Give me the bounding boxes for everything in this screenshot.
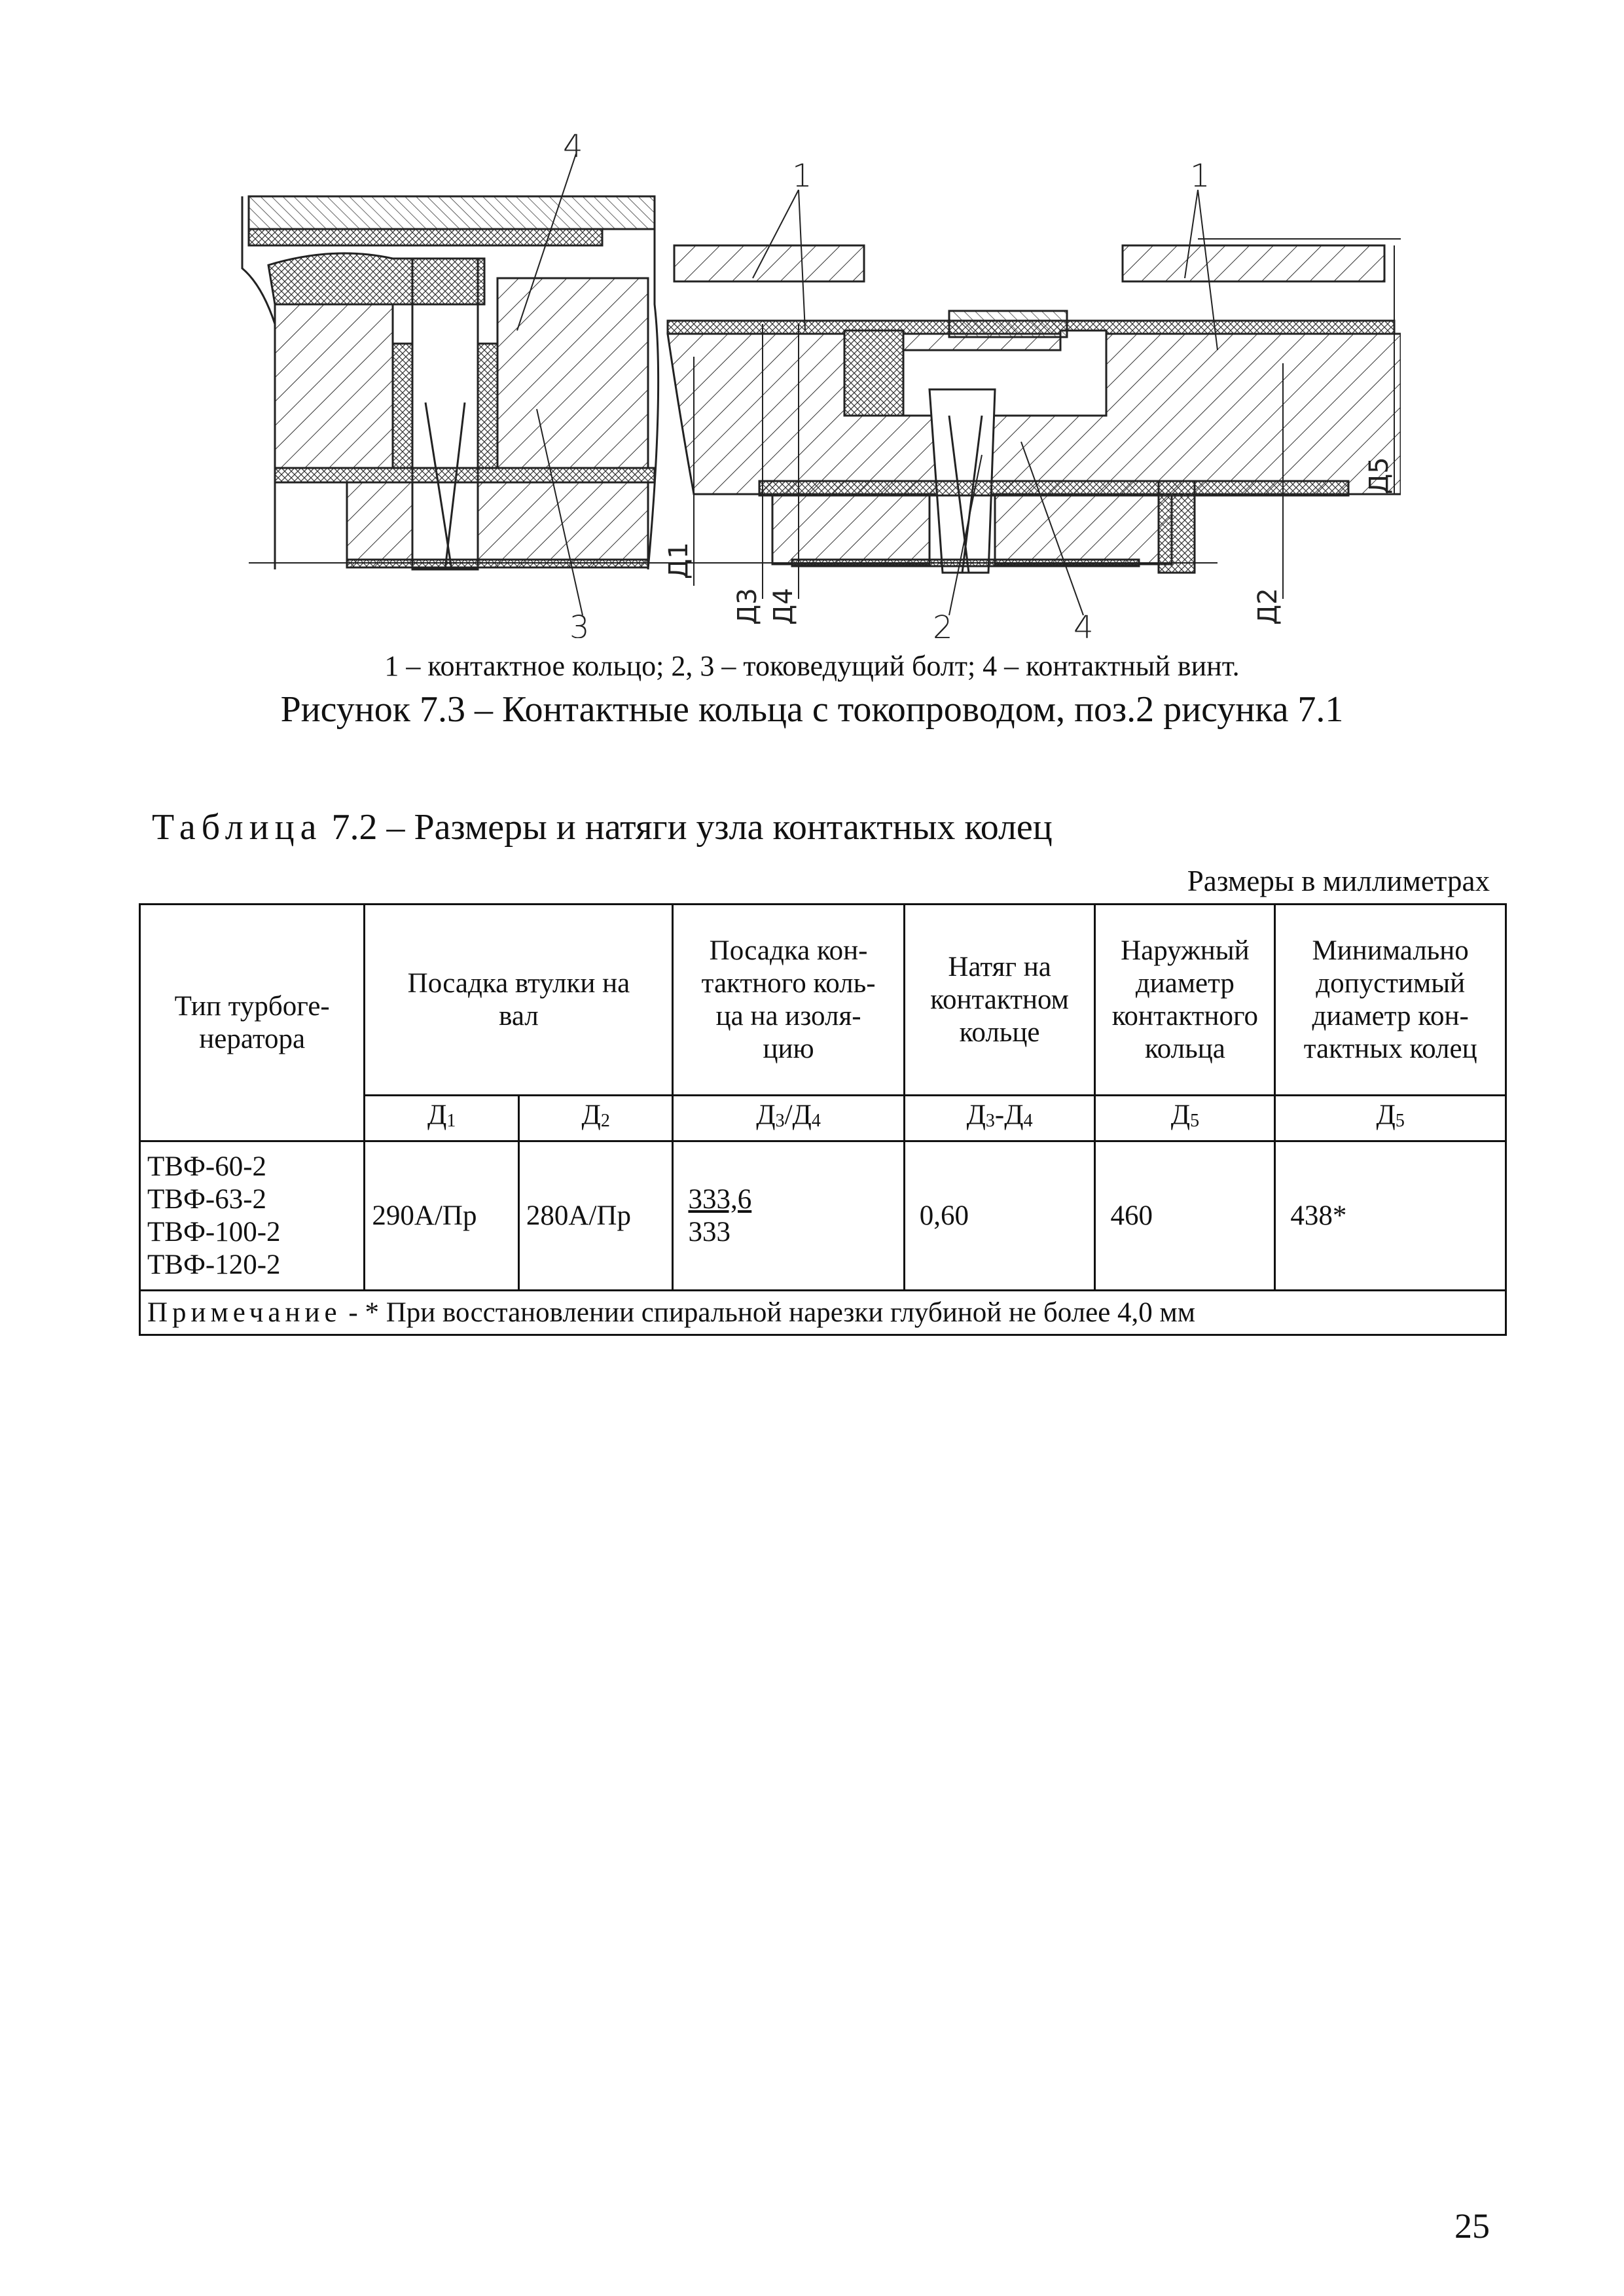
subheader-d2: Д2 xyxy=(518,1096,673,1141)
cell-d3-d4: 333,6 333 xyxy=(673,1141,904,1291)
cell-d2: 280А/Пр xyxy=(518,1141,673,1291)
callout-4-right: 4 xyxy=(1074,609,1094,638)
header-sleeve-fit: Посадка втулки на вал xyxy=(365,905,673,1096)
header-ring-fit: Посадка кон- тактного коль- ца на изоля- цию xyxy=(673,905,904,1096)
header-min-diameter: Минимально допустимый диаметр кон- тактных колец xyxy=(1275,905,1506,1096)
cell-types: ТВФ-60-2 ТВФ-63-2 ТВФ-100-2 ТВФ-120-2 xyxy=(140,1141,365,1291)
callout-2: 2 xyxy=(933,609,953,638)
subheader-d5-min: Д5 xyxy=(1275,1096,1506,1141)
table-header-row xyxy=(140,905,1506,1096)
cell-interference: 0,60 xyxy=(904,1141,1095,1291)
callout-3: 3 xyxy=(569,609,590,638)
subheader-d3-minus-d4: Д3-Д4 xyxy=(904,1096,1095,1141)
dim-d1: Д1 xyxy=(664,542,694,579)
figure-legend: 1 – контактное кольцо; 2, 3 – токоведущий болт; 4 – контактный винт. xyxy=(384,650,1240,682)
page-number: 25 xyxy=(1454,2206,1490,2246)
table-note-row xyxy=(140,1291,1506,1335)
contact-rings-drawing xyxy=(236,128,1401,638)
subheader-d3-d4: Д3/Д4 xyxy=(673,1096,904,1141)
cell-d1: 290А/Пр xyxy=(365,1141,519,1291)
header-type: Тип турбоге- нератора xyxy=(140,905,365,1141)
table-note: Примечание - * При восстановлении спиральной нарезки глубиной не более 4,0 мм xyxy=(140,1291,1506,1335)
dimensions-table xyxy=(139,903,1507,1336)
header-outer-diameter: Наружный диаметр контактного кольца xyxy=(1095,905,1275,1096)
callout-1-right: 1 xyxy=(1190,158,1210,194)
callout-4-left: 4 xyxy=(563,128,583,165)
cell-min-diameter: 438* xyxy=(1275,1141,1506,1291)
cell-outer-diameter: 460 xyxy=(1095,1141,1275,1291)
header-interference: Натяг на контактном кольце xyxy=(904,905,1095,1096)
table-title-prefix: Таблица xyxy=(152,807,323,848)
callout-1-left: 1 xyxy=(792,158,812,194)
table-units: Размеры в миллиметрах xyxy=(1187,865,1490,897)
dim-d5: Д5 xyxy=(1364,457,1394,494)
subheader-d5-outer: Д5 xyxy=(1095,1096,1275,1141)
dim-d4: Д4 xyxy=(768,588,799,625)
dim-d3: Д3 xyxy=(732,588,763,625)
table-row xyxy=(140,1141,1506,1291)
figure-caption: Рисунок 7.3 – Контактные кольца с токопроводом, поз.2 рисунка 7.1 xyxy=(280,689,1344,730)
table-title xyxy=(152,806,1053,848)
dim-d2: Д2 xyxy=(1253,588,1283,625)
table-title-rest: 7.2 – Размеры и натяги узла контактных колец xyxy=(322,807,1053,848)
subheader-d1: Д1 xyxy=(365,1096,519,1141)
